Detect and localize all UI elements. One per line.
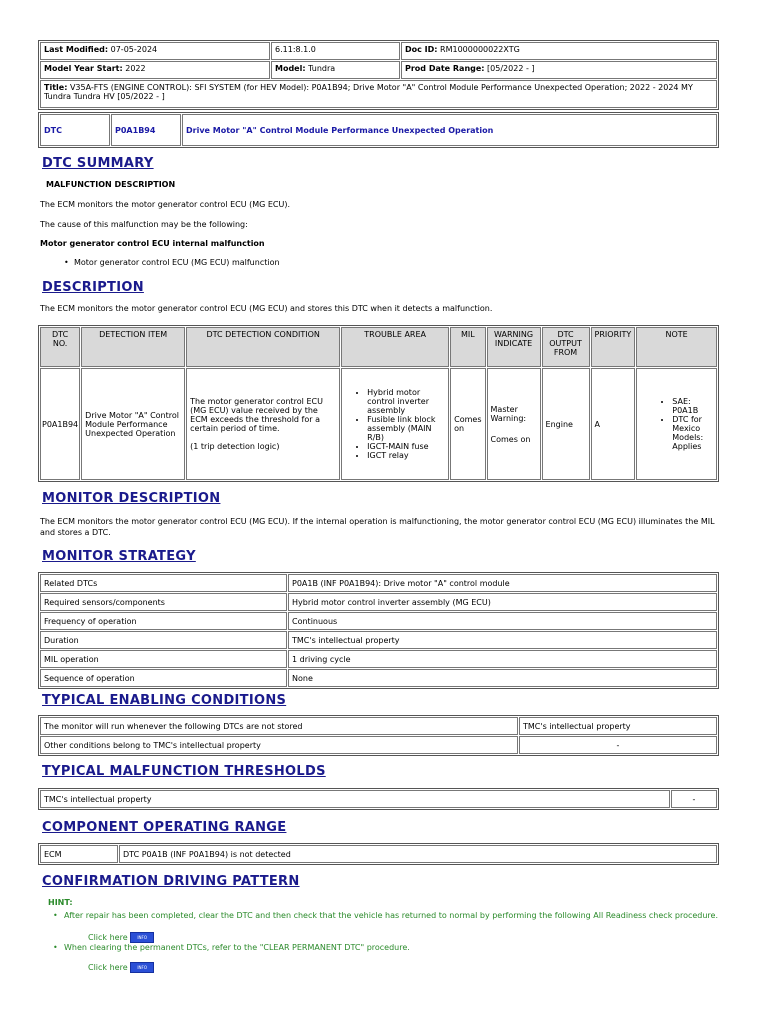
dtc-description: Drive Motor "A" Control Module Performance Unexpected Operation: [182, 114, 717, 146]
click-here-1[interactable]: Click here INFO: [88, 932, 154, 943]
strategy-value: TMC's intellectual property: [288, 631, 717, 649]
note-item: • DTC for Mexico Models: Applies: [672, 415, 713, 451]
range-value: DTC P0A1B (INF P0A1B94) is not detected: [119, 845, 717, 863]
col-trouble-area: TROUBLE AREA: [341, 327, 449, 367]
summary-line2: The cause of this malfunction may be the following:: [40, 220, 248, 229]
trouble-item: • Fusible link block assembly (MAIN R/B): [367, 415, 445, 442]
doc-id: Doc ID: RM1000000022XTG: [401, 42, 717, 60]
enabling-heading: TYPICAL ENABLING CONDITIONS: [42, 693, 287, 708]
operating-range-table: [38, 843, 719, 865]
dtc-summary-heading: DTC SUMMARY: [42, 156, 154, 171]
cell-mil: Comes on: [450, 368, 485, 480]
last-modified: Last Modified: 07-05-2024: [40, 42, 270, 60]
model: Model: Tundra: [271, 61, 400, 79]
dtc-code: P0A1B94: [111, 114, 181, 146]
version: 6.11:8.1.0: [271, 42, 400, 60]
cell-output: Engine: [542, 368, 590, 480]
strategy-key: Duration: [40, 631, 287, 649]
col-mil: MIL: [450, 327, 485, 367]
dtc-bar: [38, 112, 719, 148]
range-key: ECM: [40, 845, 118, 863]
strategy-key: MIL operation: [40, 650, 287, 668]
hint-item-2: • When clearing the permanent DTCs, refer to the "CLEAR PERMANENT DTC" procedure.: [53, 943, 410, 952]
click-here-2[interactable]: Click here INFO: [88, 962, 154, 973]
cell-detection-condition: The motor generator control ECU (MG ECU) value received by the ECM exceeds the threshold for a certain period of time. (1 trip detection logic): [186, 368, 340, 480]
thresholds-heading: TYPICAL MALFUNCTION THRESHOLDS: [42, 764, 326, 779]
col-note: NOTE: [636, 327, 717, 367]
note-item: • SAE: P0A1B: [672, 397, 713, 415]
enabling-key: Other conditions belong to TMC's intellectual property: [40, 736, 518, 754]
detection-table: [38, 325, 719, 482]
model-year: Model Year Start: 2022: [40, 61, 270, 79]
summary-bold-line: Motor generator control ECU internal malfunction: [40, 239, 265, 248]
summary-bullet: • Motor generator control ECU (MG ECU) malfunction: [64, 258, 280, 267]
cell-detection-item: Drive Motor "A" Control Module Performance Unexpected Operation: [81, 368, 185, 480]
monitor-description-heading: MONITOR DESCRIPTION: [42, 491, 221, 506]
cell-warning: Master Warning: Comes on: [487, 368, 541, 480]
col-warning: WARNING INDICATE: [487, 327, 541, 367]
col-detection-item: DETECTION ITEM: [81, 327, 185, 367]
trouble-item: • IGCT-MAIN fuse: [367, 442, 445, 451]
description-text: The ECM monitors the motor generator control ECU (MG ECU) and stores this DTC when it detects a malfunction.: [40, 304, 493, 313]
hint-item-1: • After repair has been completed, clear the DTC and then check that the vehicle has returned to normal by performing the following All Readiness check procedure.: [53, 911, 719, 920]
strategy-value: 1 driving cycle: [288, 650, 717, 668]
monitor-description-text: The ECM monitors the motor generator control ECU (MG ECU). If the internal operation is malfunctioning, the motor generator control ECU (MG ECU) illuminates the MIL and stores a DTC.: [40, 517, 715, 537]
summary-line1: The ECM monitors the motor generator control ECU (MG ECU).: [40, 200, 291, 209]
doc-title: Title: V35A-FTS (ENGINE CONTROL): SFI SYSTEM (for HEV Model): P0A1B94; Drive Motor "A" Control Module Performance Unexpected Operation; 2022 - 2024 MY Tundra Tundra HV [05/2022 - ]: [40, 80, 717, 108]
enabling-value: TMC's intellectual property: [519, 717, 717, 735]
hint-label: HINT:: [48, 898, 73, 907]
trouble-item: • IGCT relay: [367, 451, 445, 460]
strategy-value: P0A1B (INF P0A1B94): Drive motor "A" control module: [288, 574, 717, 592]
description-heading: DESCRIPTION: [42, 280, 144, 295]
threshold-value: -: [671, 790, 717, 808]
trouble-item: • Hybrid motor control inverter assembly: [367, 388, 445, 415]
confirmation-heading: CONFIRMATION DRIVING PATTERN: [42, 874, 300, 889]
strategy-key: Frequency of operation: [40, 612, 287, 630]
threshold-key: TMC's intellectual property: [40, 790, 670, 808]
thresholds-table: [38, 788, 719, 810]
cell-note: [636, 368, 717, 480]
strategy-value: Continuous: [288, 612, 717, 630]
col-output: DTC OUTPUT FROM: [542, 327, 590, 367]
col-dtc-no: DTC NO.: [40, 327, 80, 367]
enabling-value: -: [519, 736, 717, 754]
strategy-value: Hybrid motor control inverter assembly (MG ECU): [288, 593, 717, 611]
doc-header: [38, 40, 719, 110]
info-button[interactable]: INFO: [130, 932, 154, 943]
cell-priority: A: [591, 368, 636, 480]
col-priority: PRIORITY: [591, 327, 636, 367]
dtc-label: DTC: [40, 114, 110, 146]
malfunction-description-heading: MALFUNCTION DESCRIPTION: [46, 180, 176, 189]
monitor-strategy-heading: MONITOR STRATEGY: [42, 549, 196, 564]
prod-date: Prod Date Range: [05/2022 - ]: [401, 61, 717, 79]
operating-range-heading: COMPONENT OPERATING RANGE: [42, 820, 287, 835]
cell-trouble-area: [341, 368, 449, 480]
strategy-key: Sequence of operation: [40, 669, 287, 687]
monitor-strategy-table: [38, 572, 719, 689]
strategy-value: None: [288, 669, 717, 687]
cell-dtc-no: P0A1B94: [40, 368, 80, 480]
enabling-table: [38, 715, 719, 756]
strategy-key: Related DTCs: [40, 574, 287, 592]
strategy-key: Required sensors/components: [40, 593, 287, 611]
info-button[interactable]: INFO: [130, 962, 154, 973]
col-detection-condition: DTC DETECTION CONDITION: [186, 327, 340, 367]
enabling-key: The monitor will run whenever the following DTCs are not stored: [40, 717, 518, 735]
